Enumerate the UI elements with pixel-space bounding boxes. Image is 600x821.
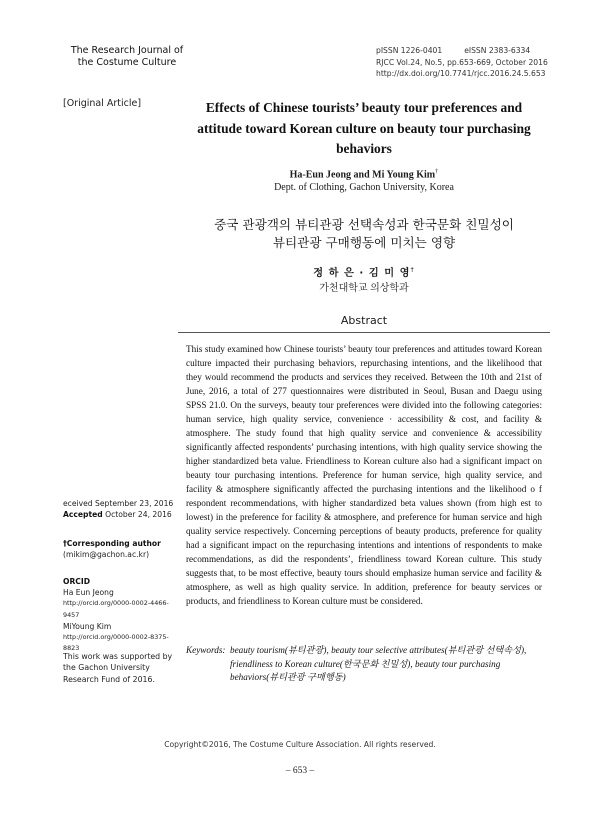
- accepted-date: October 24, 2016: [105, 510, 172, 520]
- korean-authors: [178, 264, 550, 279]
- keywords-list: [230, 644, 542, 685]
- title-line: behaviors: [336, 141, 392, 156]
- keywords-line: behaviors(뷰티관광 구매행동): [230, 672, 346, 682]
- pissn: pISSN 1226-0401: [376, 46, 443, 55]
- orcid-name: Ha Eun Jeong: [63, 588, 114, 598]
- authors: [178, 168, 550, 180]
- orcid-block: [63, 576, 181, 654]
- affiliation: Dept. of Clothing, Gachon University, Korea: [274, 182, 454, 193]
- keywords-line: friendliness to Korean culture(한국문화 친밀성), beauty tour purchasing: [230, 658, 501, 669]
- orcid-link[interactable]: http://orcid.org/0000-0002-8375-8823: [63, 633, 169, 653]
- title-line: attitude toward Korean culture on beauty tour purchasing: [197, 120, 531, 136]
- received-info: [63, 498, 181, 520]
- accepted-label: Accepted: [63, 510, 103, 520]
- journal-name-line2: the Costume Culture: [77, 57, 177, 68]
- keywords-label: Keywords:: [186, 645, 226, 655]
- received-date: September 23, 2016: [95, 499, 174, 508]
- funding-line: Research Fund of 2016.: [63, 674, 155, 684]
- doi-link[interactable]: http://dx.doi.org/10.7741/rjcc.2016.24.5.653: [376, 69, 546, 79]
- corresponding-email[interactable]: (mikim@gachon.ac.kr): [63, 550, 150, 560]
- korean-title-line: 뷰티관광 구매행동에 미치는 영향: [272, 235, 456, 250]
- funding-note: [63, 651, 181, 685]
- citation: RJCC Vol.24, No.5, pp.653-669, October 2016: [376, 57, 548, 67]
- keywords: [186, 644, 542, 685]
- abstract-body: This study examined how Chinese tourists’ beauty tour preferences and attitudes toward Korean culture impacted their purchasing behaviors, repurchasing intentions, and the likelihood that they would recommend the products and services they received. Between the 10th and 21st of June, 2016, a total of 277 questionnaires were distributed in Seoul, Busan and Daegu using SPSS 21.0. On the surveys, beauty tour preferences were divided into the following categories: human service, high quality service, convenience · accessibility & cost, and facility & atmosphere. The study found that high quality service and convenience & accessibility significantly affected respondents’ purchasing intentions, with high quality service showing the higher standardized beta value. Friendliness to Korean culture also had a significant impact on beauty tour purchasing intentions. Preference for human service, high quality service, and facility & atmosphere significantly affected the purchasing intentions and the likelihood o f respondent recommendations, with higher standardized beta values shown (from high est to lowest) in the preference for facility & atmosphere, and preference for human service and high quality service respectively. Concerning perceptions of beauty products, preference for quality had a significant impact on the repurchasing intentions and intentions of respondents to make recommendations, as did the respondents’, friendliness toward Korean culture. This study suggests that, to be most effective, beauty tours should emphasize human service and facility & atmosphere, as well as high quality service. In addition, preference for beauty services or products, and friendliness to Korean culture must be considered.: [186, 344, 542, 606]
- corresponding-author: [63, 538, 181, 560]
- funding-line: the Gachon University: [63, 663, 150, 673]
- korean-title: [178, 216, 550, 252]
- page-number: – 653 –: [285, 766, 315, 776]
- abstract-divider: [178, 332, 550, 333]
- orcid-link[interactable]: http://orcid.org/0000-0002-4466-9457: [63, 599, 169, 619]
- korean-author-names: 정 하 은 · 김 미 영: [313, 268, 411, 279]
- corresponding-mark: †: [435, 168, 439, 175]
- abstract-heading: Abstract: [340, 314, 388, 327]
- article-title: [178, 98, 550, 160]
- korean-affiliation: 가천대학교 의상학과: [319, 283, 409, 294]
- copyright-notice: Copyright©2016, The Costume Culture Association. All rights reserved.: [164, 740, 436, 749]
- corresponding-label: †Corresponding author: [63, 539, 161, 548]
- journal-name-line1: The Research Journal of: [70, 45, 184, 56]
- article-type: [Original Article]: [63, 98, 142, 109]
- journal-meta: [376, 45, 576, 80]
- author-names: Ha-Eun Jeong and Mi Young Kim: [289, 169, 436, 181]
- korean-title-line: 중국 관광객의 뷰티관광 선택속성과 한국문화 친밀성이: [214, 217, 514, 232]
- journal-name: [62, 45, 192, 69]
- orcid-heading: ORCID: [63, 577, 91, 586]
- title-line: Effects of Chinese tourists’ beauty tour preferences and: [205, 100, 523, 115]
- funding-line: This work was supported by: [63, 652, 173, 661]
- korean-corresponding-mark: †: [410, 265, 415, 274]
- received-label: eceived: [63, 499, 93, 508]
- orcid-name: MiYoung Kim: [63, 621, 112, 631]
- keywords-line: beauty tourism(뷰티관광), beauty tour selective attributes(뷰티관광 선택속성),: [230, 645, 527, 655]
- eissn: eISSN 2383-6334: [464, 46, 531, 55]
